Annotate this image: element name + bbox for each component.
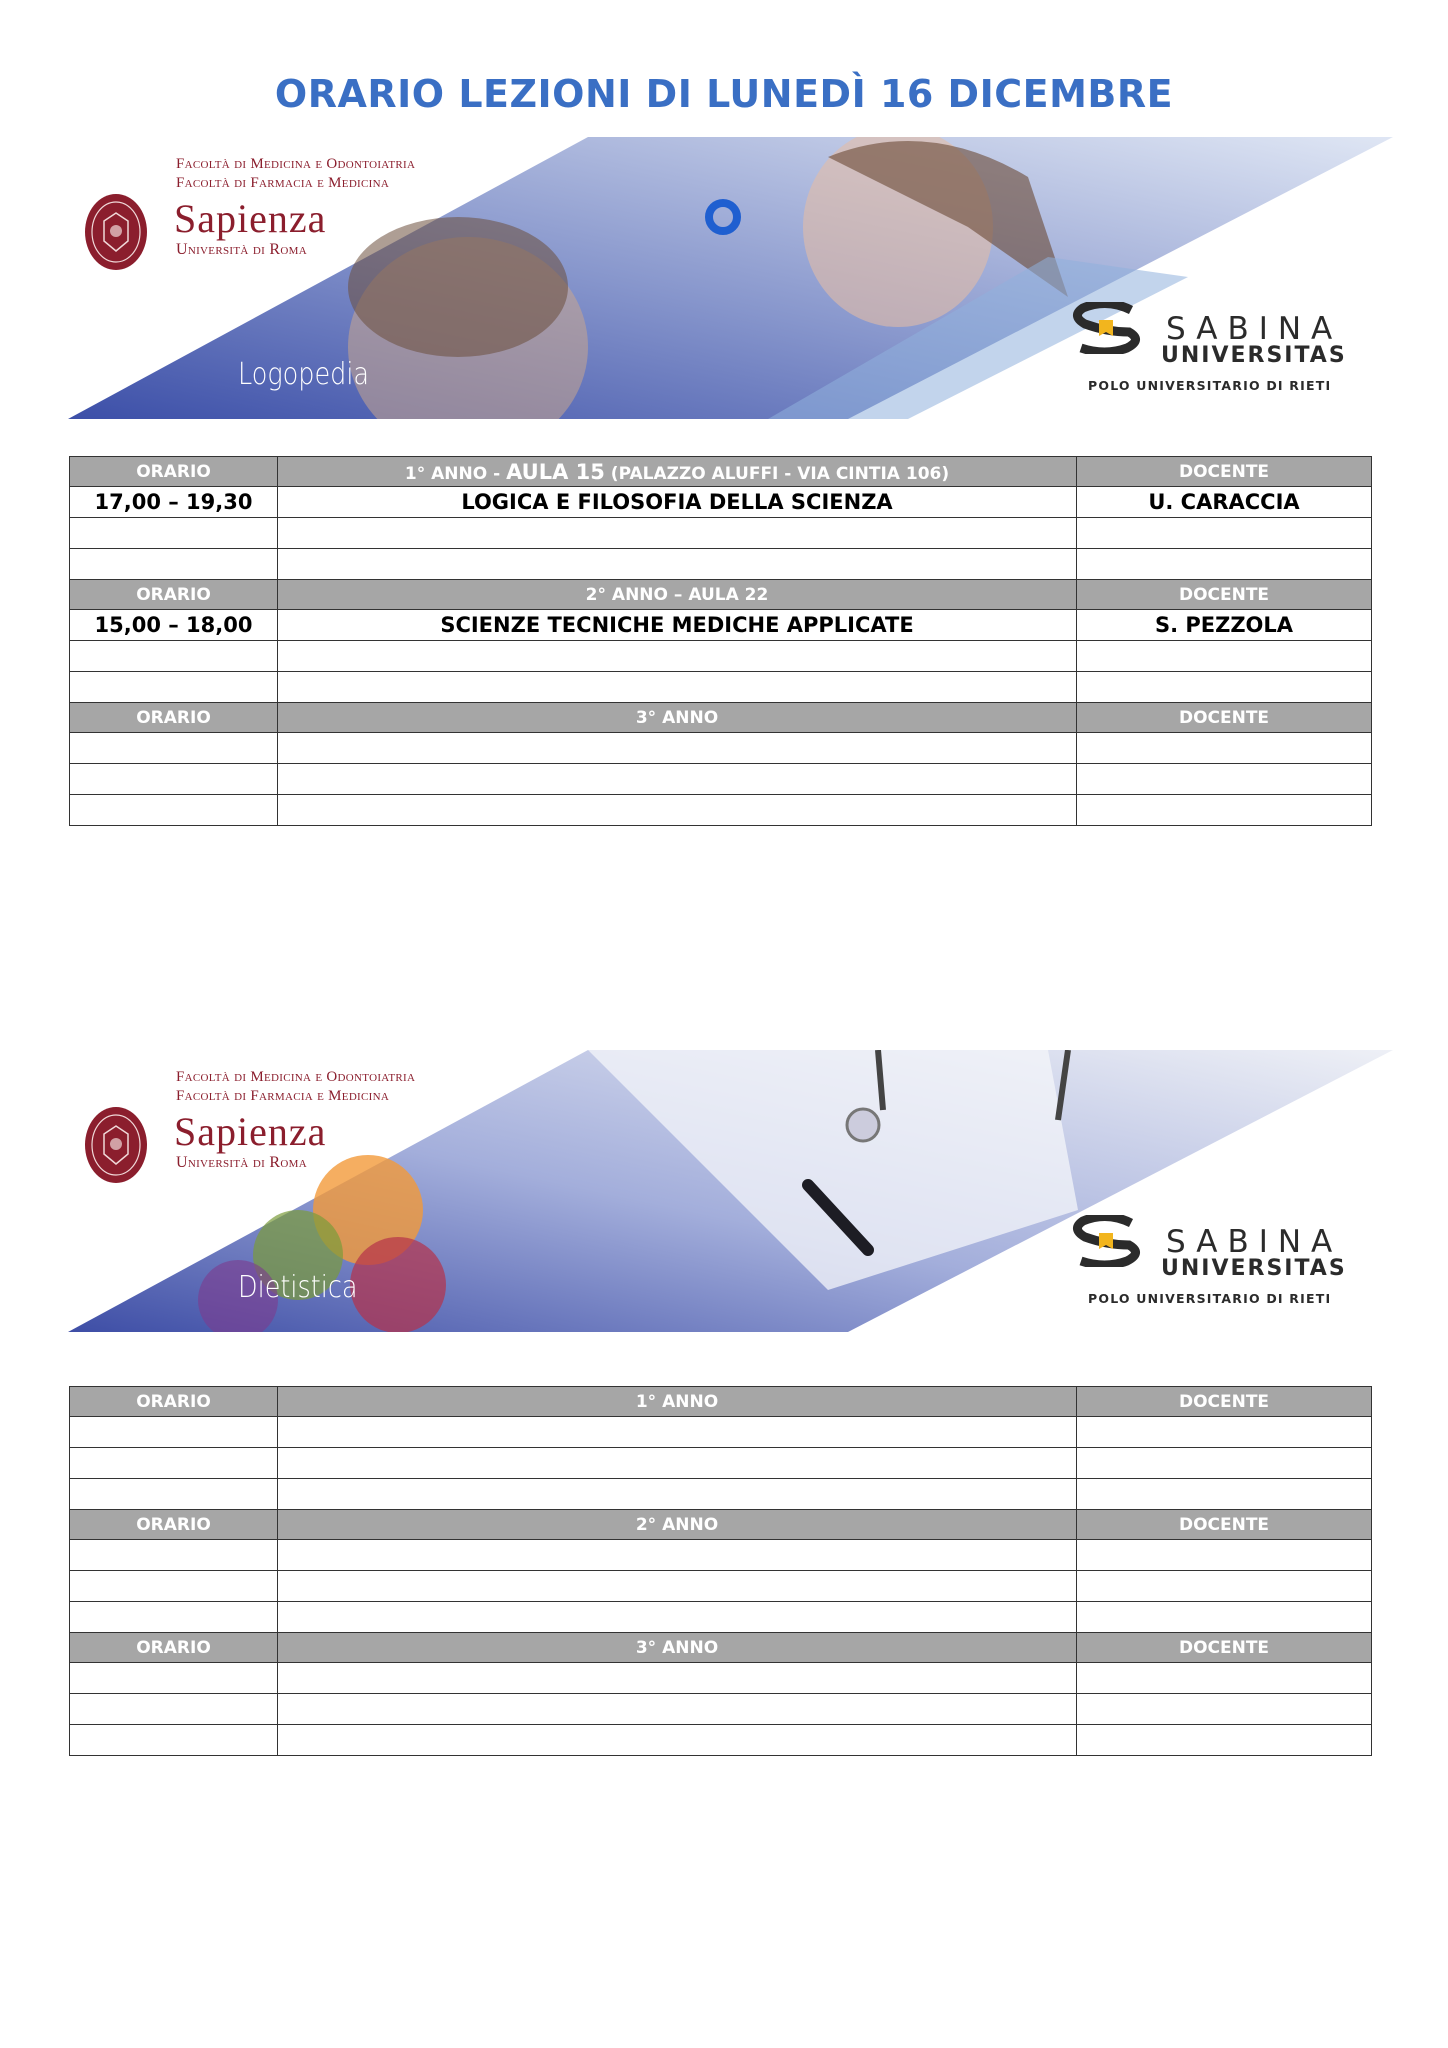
university-subtitle: Università di Roma <box>176 241 307 258</box>
university-subtitle: Università di Roma <box>176 1154 307 1171</box>
col-teacher-header: DOCENTE <box>1077 1387 1372 1417</box>
partner-subtitle: UNIVERSITAS <box>1161 1256 1347 1281</box>
section-header <box>70 1633 1372 1663</box>
faculty-names <box>176 1068 415 1106</box>
faculty-names <box>176 155 415 193</box>
partner-subtitle: UNIVERSITAS <box>1161 343 1347 368</box>
table-row <box>70 1663 1372 1694</box>
year-header: 3° ANNO <box>278 703 1077 733</box>
table-row <box>70 672 1372 703</box>
teacher-cell <box>1077 1725 1372 1756</box>
table-row <box>70 1725 1372 1756</box>
subject-cell <box>278 1448 1077 1479</box>
teacher-cell: U. CARACCIA <box>1077 487 1372 518</box>
subject-cell: LOGICA E FILOSOFIA DELLA SCIENZA <box>278 487 1077 518</box>
time-cell <box>70 1725 278 1756</box>
teacher-cell <box>1077 549 1372 580</box>
table-row <box>70 1448 1372 1479</box>
subject-cell <box>278 1417 1077 1448</box>
sapienza-seal-icon <box>84 1106 148 1184</box>
col-time-header: ORARIO <box>70 1633 278 1663</box>
teacher-cell <box>1077 1417 1372 1448</box>
year-header: 3° ANNO <box>278 1633 1077 1663</box>
subject-cell <box>278 795 1077 826</box>
table-row <box>70 549 1372 580</box>
table-row <box>70 764 1372 795</box>
sapienza-seal-icon <box>84 193 148 271</box>
table-row <box>70 641 1372 672</box>
subject-cell <box>278 1602 1077 1633</box>
teacher-cell <box>1077 795 1372 826</box>
table-row <box>70 610 1372 641</box>
subject-cell <box>278 1725 1077 1756</box>
course-name: Logopedia <box>238 357 370 392</box>
page-title: ORARIO LEZIONI DI LUNEDÌ 16 DICEMBRE <box>274 72 1174 116</box>
sabina-logo-icon <box>1071 1215 1143 1267</box>
time-cell <box>70 1602 278 1633</box>
teacher-cell <box>1077 641 1372 672</box>
schedule-table-logopedia <box>69 456 1372 826</box>
section-header <box>70 1510 1372 1540</box>
section-header <box>70 580 1372 610</box>
teacher-cell <box>1077 672 1372 703</box>
subject-cell <box>278 1694 1077 1725</box>
section-header <box>70 457 1372 487</box>
time-cell: 17,00 – 19,30 <box>70 487 278 518</box>
sapienza-logotype: Sapienza <box>174 196 327 241</box>
year-header: 1° ANNO <box>278 1387 1077 1417</box>
teacher-cell <box>1077 1694 1372 1725</box>
schedule-table-dietistica <box>69 1386 1372 1756</box>
col-teacher-header: DOCENTE <box>1077 580 1372 610</box>
faculty-line-1: Facoltà di Medicina e Odontoiatria <box>176 1069 416 1085</box>
teacher-cell: S. PEZZOLA <box>1077 610 1372 641</box>
table-row <box>70 795 1372 826</box>
subject-cell <box>278 549 1077 580</box>
col-time-header: ORARIO <box>70 1387 278 1417</box>
table-row <box>70 1540 1372 1571</box>
teacher-cell <box>1077 1602 1372 1633</box>
year-header: 1° ANNO - AULA 15 (PALAZZO ALUFFI - VIA CINTIA 106) <box>278 457 1077 487</box>
time-cell <box>70 1694 278 1725</box>
subject-cell <box>278 1540 1077 1571</box>
partner-tagline: POLO UNIVERSITARIO DI RIETI <box>1088 1291 1332 1306</box>
subject-cell <box>278 764 1077 795</box>
time-cell <box>70 1540 278 1571</box>
subject-cell <box>278 672 1077 703</box>
teacher-cell <box>1077 733 1372 764</box>
teacher-cell <box>1077 1448 1372 1479</box>
table-row <box>70 518 1372 549</box>
subject-cell <box>278 518 1077 549</box>
table-row <box>70 1417 1372 1448</box>
time-cell <box>70 1417 278 1448</box>
table-row <box>70 1571 1372 1602</box>
time-cell <box>70 1479 278 1510</box>
time-cell <box>70 795 278 826</box>
time-cell <box>70 1448 278 1479</box>
year-header: 2° ANNO <box>278 1510 1077 1540</box>
col-time-header: ORARIO <box>70 457 278 487</box>
table-row <box>70 1479 1372 1510</box>
subject-cell: SCIENZE TECNICHE MEDICHE APPLICATE <box>278 610 1077 641</box>
year-header: 2° ANNO – AULA 22 <box>278 580 1077 610</box>
col-time-header: ORARIO <box>70 580 278 610</box>
subject-cell <box>278 1571 1077 1602</box>
course-banner-dietistica <box>68 1050 1393 1332</box>
partner-name: SABINA <box>1166 311 1343 347</box>
time-cell <box>70 1571 278 1602</box>
subject-cell <box>278 641 1077 672</box>
col-time-header: ORARIO <box>70 703 278 733</box>
partner-tagline: POLO UNIVERSITARIO DI RIETI <box>1088 378 1332 393</box>
time-cell <box>70 549 278 580</box>
partner-name: SABINA <box>1166 1224 1343 1260</box>
table-row <box>70 1694 1372 1725</box>
table-row <box>70 733 1372 764</box>
time-cell: 15,00 – 18,00 <box>70 610 278 641</box>
teacher-cell <box>1077 518 1372 549</box>
time-cell <box>70 733 278 764</box>
subject-cell <box>278 733 1077 764</box>
subject-cell <box>278 1479 1077 1510</box>
teacher-cell <box>1077 1663 1372 1694</box>
teacher-cell <box>1077 1479 1372 1510</box>
course-banner-logopedia <box>68 137 1393 419</box>
subject-cell <box>278 1663 1077 1694</box>
col-teacher-header: DOCENTE <box>1077 457 1372 487</box>
faculty-line-2: Facoltà di Farmacia e Medicina <box>176 1088 390 1104</box>
time-cell <box>70 641 278 672</box>
table-row <box>70 1602 1372 1633</box>
col-teacher-header: DOCENTE <box>1077 1510 1372 1540</box>
col-teacher-header: DOCENTE <box>1077 1633 1372 1663</box>
teacher-cell <box>1077 1540 1372 1571</box>
time-cell <box>70 1663 278 1694</box>
time-cell <box>70 518 278 549</box>
col-teacher-header: DOCENTE <box>1077 703 1372 733</box>
teacher-cell <box>1077 1571 1372 1602</box>
sabina-logo-icon <box>1071 302 1143 354</box>
teacher-cell <box>1077 764 1372 795</box>
time-cell <box>70 764 278 795</box>
course-name: Dietistica <box>238 1270 358 1305</box>
table-row <box>70 487 1372 518</box>
faculty-line-2: Facoltà di Farmacia e Medicina <box>176 175 390 191</box>
section-header <box>70 1387 1372 1417</box>
time-cell <box>70 672 278 703</box>
col-time-header: ORARIO <box>70 1510 278 1540</box>
faculty-line-1: Facoltà di Medicina e Odontoiatria <box>176 156 416 172</box>
section-header <box>70 703 1372 733</box>
sapienza-logotype: Sapienza <box>174 1109 327 1154</box>
